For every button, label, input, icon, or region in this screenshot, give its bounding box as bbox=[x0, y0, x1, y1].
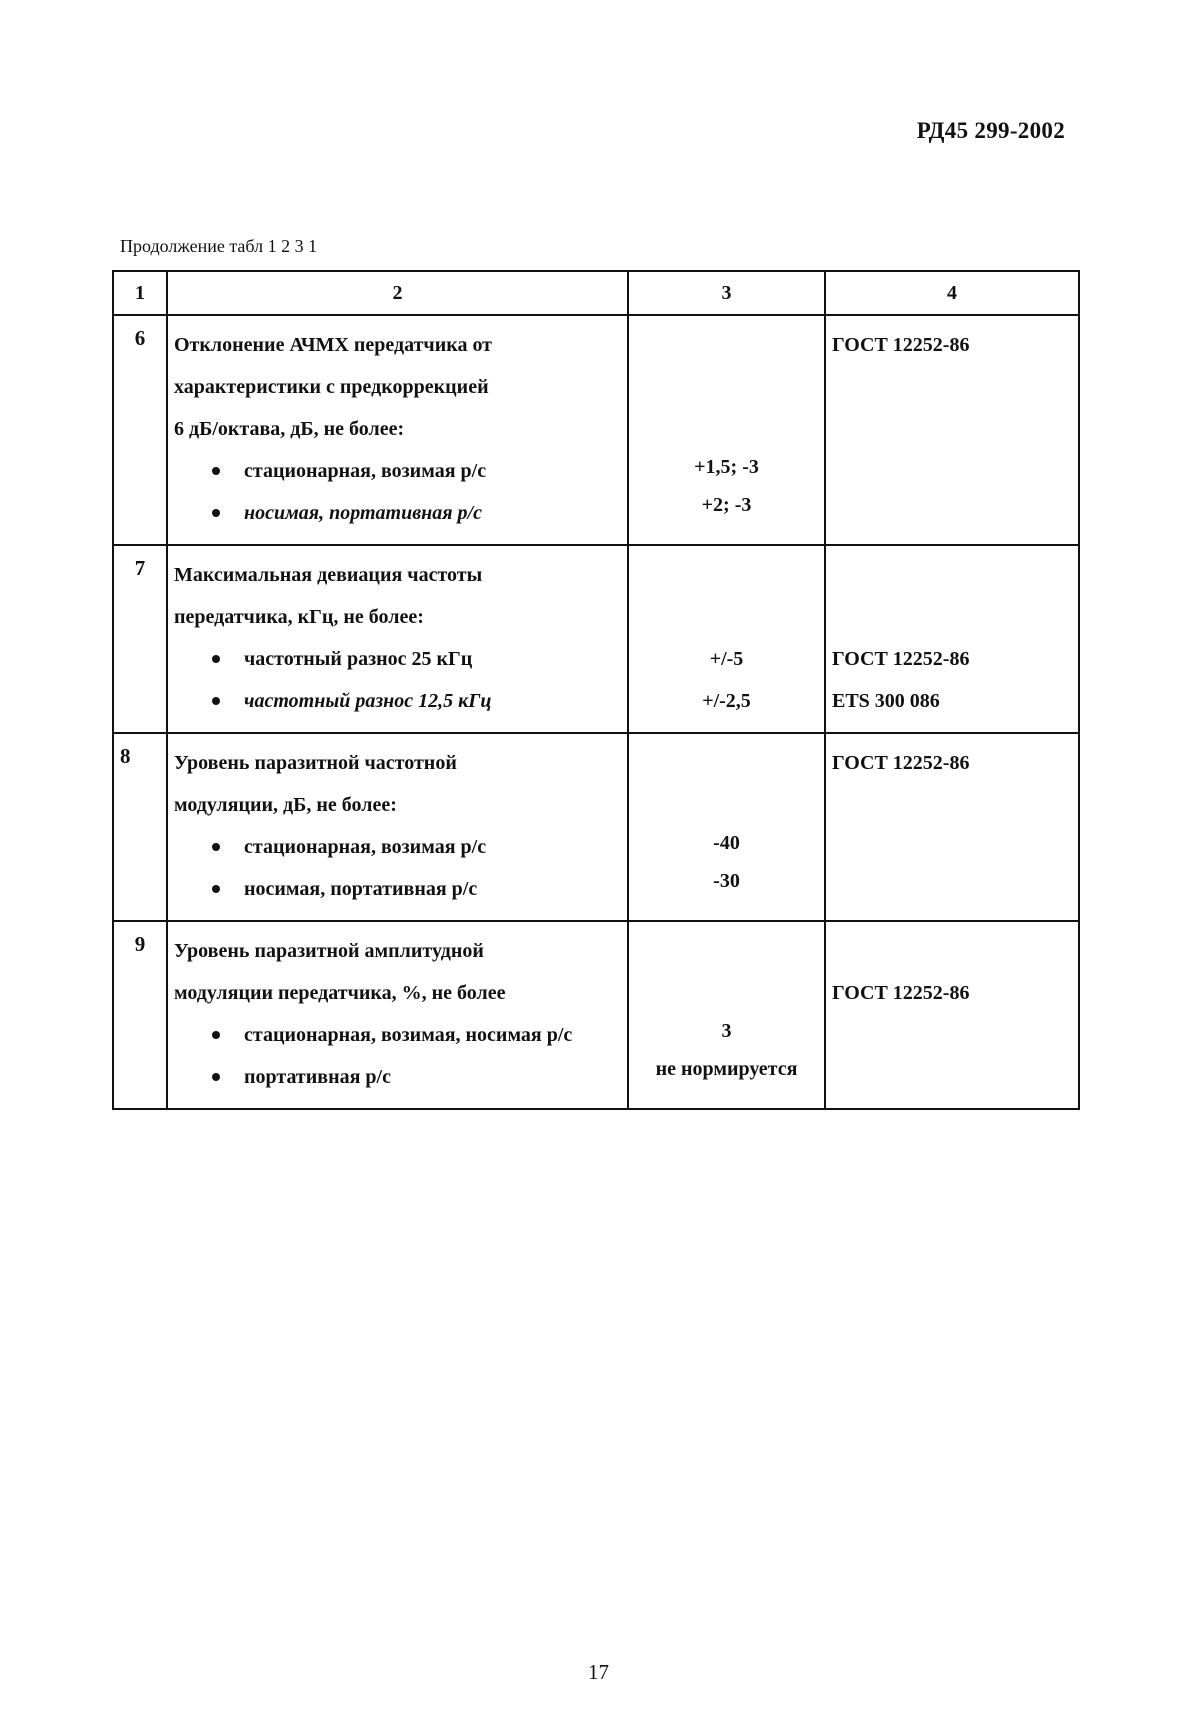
item-label: стационарная, возимая р/с bbox=[244, 836, 487, 858]
item-value: -30 bbox=[713, 870, 740, 892]
list-item bbox=[174, 492, 627, 534]
table-row bbox=[113, 921, 1079, 1109]
item-value: -40 bbox=[713, 832, 740, 854]
row-number: 7 bbox=[113, 545, 167, 733]
column-header-1: 1 bbox=[113, 271, 167, 315]
list-item bbox=[174, 826, 627, 868]
bullet-icon bbox=[212, 697, 220, 705]
parameter-title-line: передатчика, кГц, не более: bbox=[174, 606, 424, 628]
table-header-row bbox=[113, 271, 1079, 315]
parameter-title-line: модуляции, дБ, не более: bbox=[174, 794, 397, 816]
standard-ref: ГОСТ 12252-86 bbox=[832, 334, 970, 356]
table-row bbox=[113, 545, 1079, 733]
value-cell bbox=[628, 921, 825, 1109]
spec-table bbox=[112, 270, 1080, 1110]
bullet-icon bbox=[212, 885, 220, 893]
parameter-title-line: характеристики с предкоррекцией bbox=[174, 376, 489, 398]
list-item bbox=[174, 680, 627, 722]
parameter-title-line: Уровень паразитной частотной bbox=[174, 752, 457, 774]
standard-ref: ETS 300 086 bbox=[832, 690, 940, 712]
list-item bbox=[174, 1056, 627, 1098]
standard-cell bbox=[825, 921, 1079, 1109]
parameter-title-line: Уровень паразитной амплитудной bbox=[174, 940, 484, 962]
value-cell bbox=[628, 545, 825, 733]
value-cell bbox=[628, 315, 825, 545]
row-number: 6 bbox=[113, 315, 167, 545]
parameter-cell bbox=[167, 921, 628, 1109]
column-header-3: 3 bbox=[628, 271, 825, 315]
standard-ref: ГОСТ 12252-86 bbox=[832, 648, 970, 670]
item-label: частотный разнос 12,5 кГц bbox=[244, 690, 492, 712]
parameter-title-line: Отклонение АЧМХ передатчика от bbox=[174, 334, 492, 356]
column-header-4: 4 bbox=[825, 271, 1079, 315]
table-row bbox=[113, 315, 1079, 545]
parameter-cell bbox=[167, 545, 628, 733]
parameter-title-line: 6 дБ/октава, дБ, не более: bbox=[174, 418, 405, 440]
bullet-icon bbox=[212, 655, 220, 663]
bullet-icon bbox=[212, 1073, 220, 1081]
parameter-cell bbox=[167, 315, 628, 545]
column-header-2: 2 bbox=[167, 271, 628, 315]
list-item bbox=[174, 638, 627, 680]
item-label: стационарная, возимая р/с bbox=[244, 460, 487, 482]
item-label: носимая, портативная р/с bbox=[244, 502, 482, 524]
item-label: стационарная, возимая, носимая р/с bbox=[244, 1024, 573, 1046]
item-value: +1,5; -3 bbox=[694, 456, 759, 478]
standard-ref: ГОСТ 12252-86 bbox=[832, 752, 970, 774]
item-label: частотный разнос 25 кГц bbox=[244, 648, 473, 670]
value-cell bbox=[628, 733, 825, 921]
standard-cell bbox=[825, 733, 1079, 921]
standard-ref: ГОСТ 12252-86 bbox=[832, 982, 970, 1004]
row-number: 8 bbox=[113, 733, 167, 921]
bullet-icon bbox=[212, 843, 220, 851]
bullet-icon bbox=[212, 1031, 220, 1039]
item-value: +/-2,5 bbox=[702, 690, 751, 712]
list-item bbox=[174, 1014, 627, 1056]
item-value: +/-5 bbox=[709, 648, 744, 670]
item-value: не нормируется bbox=[655, 1058, 798, 1080]
list-item bbox=[174, 868, 627, 910]
item-label: носимая, портативная р/с bbox=[244, 878, 478, 900]
item-value: +2; -3 bbox=[701, 494, 752, 516]
table-row bbox=[113, 733, 1079, 921]
standard-cell bbox=[825, 545, 1079, 733]
table-caption: Продолжение табл 1 2 3 1 bbox=[120, 236, 318, 256]
list-item bbox=[174, 450, 627, 492]
parameter-title-line: Максимальная девиация частоты bbox=[174, 564, 483, 586]
parameter-cell bbox=[167, 733, 628, 921]
page-number: 17 bbox=[588, 1660, 609, 1684]
document-code: РД45 299-2002 bbox=[916, 118, 1065, 143]
row-number: 9 bbox=[113, 921, 167, 1109]
bullet-icon bbox=[212, 509, 220, 517]
parameter-title-line: модуляции передатчика, %, не более bbox=[174, 982, 506, 1004]
bullet-icon bbox=[212, 467, 220, 475]
standard-cell bbox=[825, 315, 1079, 545]
item-label: портативная р/с bbox=[244, 1066, 391, 1088]
item-value: 3 bbox=[721, 1020, 732, 1042]
